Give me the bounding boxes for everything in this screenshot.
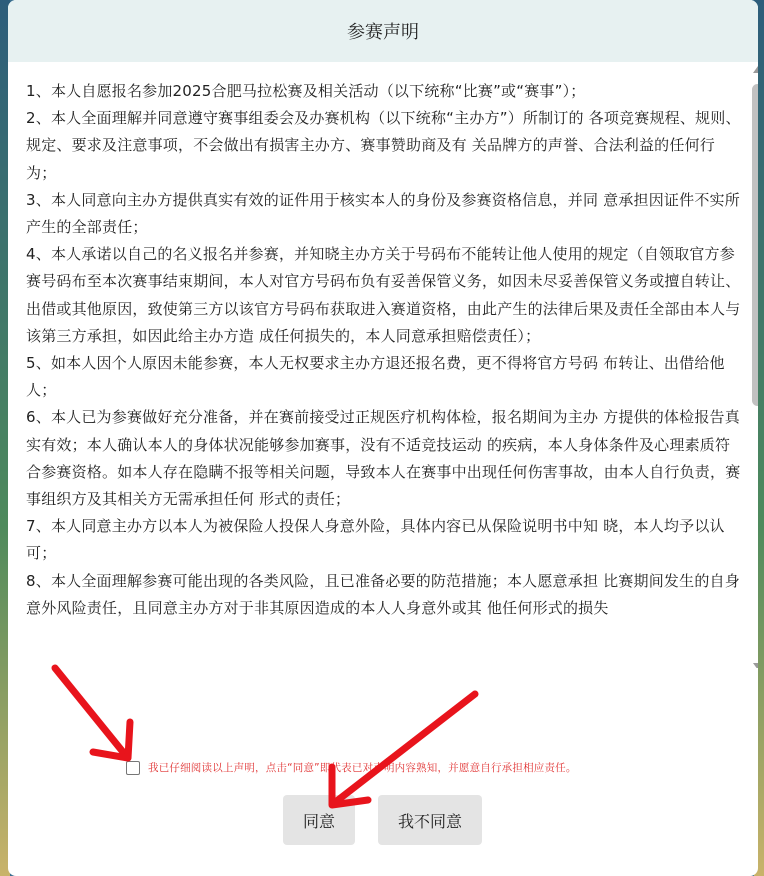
paragraph-6: 6、本人已为参赛做好充分准备，并在赛前接受过正规医疗机构体检，报名期间为主办 方提供的体检报告真实有效；本人确认本人的身体状况能够参加赛事，没有不适竞技运动 的疾病，本人身体条件及心理素质符合参赛资格。如本人存在隐瞒不报等相关问题，导致本人在赛事中出现任何伤害事故，由本人自行负责，赛事组织方及其相关方无需承担任何 形式的责任； xyxy=(26,408,741,509)
dialog-header xyxy=(8,0,758,62)
declaration-scroll-area[interactable] xyxy=(8,62,758,668)
paragraph-2: 2、本人全面理解并同意遵守赛事组委会及办赛机构（以下统称“主办方”）所制订的 各项竞赛规程、规则、规定、要求及注意事项，不会做出有损害主办方、赛事赞助商及有 关品牌方的声誉、合法利益的任何行为； xyxy=(26,109,741,182)
paragraph-3: 3、本人同意向主办方提供真实有效的证件用于核实本人的身份及参赛资格信息，并同 意承担因证件不实所产生的全部责任； xyxy=(26,190,740,237)
paragraph-4: 4、本人承诺以自己的名义报名并参赛，并知晓主办方关于号码布不能转让他人使用的规定（自领取官方参赛号码布至本次赛事结束期间，本人对官方号码布负有妥善保管义务，如因未尽妥善保管义务或擅自转让、出借或其他原因，致使第三方以该官方号码布获取进入赛道资格，由此产生的法律后果及责任全部由本人与该第三方承担，如因此给主办方造 成任何损失的，本人同意承担赔偿责任）； xyxy=(26,245,741,345)
consent-text: 我已仔细阅读以上声明，点击“同意”即代表已对声明内容熟知，并愿意自行承担相应责任。 xyxy=(148,762,577,774)
consent-checkbox[interactable] xyxy=(126,761,140,775)
paragraph-5: 5、如本人因个人原因未能参赛，本人无权要求主办方退还报名费，更不得将官方号码 布转让、出借给他人； xyxy=(26,354,725,400)
scrollbar-thumb[interactable] xyxy=(752,84,758,406)
consent-row xyxy=(126,760,577,775)
paragraph-8: 8、本人全面理解参赛可能出现的各类风险，且已准备必要的防范措施；本人愿意承担 比赛期间发生的自身意外风险责任，且同意主办方对于非其原因造成的本人人身意外或其 他任何形式的损失 xyxy=(26,571,740,617)
disagree-button[interactable]: 我不同意 xyxy=(378,795,482,845)
paragraph-1: 1、本人自愿报名参加2025合肥马拉松赛及相关活动（以下统称“比赛”或“赛事”）； xyxy=(26,82,586,100)
scroll-up-arrow-icon[interactable] xyxy=(753,66,758,73)
scroll-down-arrow-icon[interactable] xyxy=(753,663,758,668)
declaration-text xyxy=(26,78,741,622)
agree-button[interactable]: 同意 xyxy=(283,795,355,845)
paragraph-7: 7、本人同意主办方以本人为被保险人投保人身意外险，具体内容已从保险说明书中知 晓，本人均予以认可； xyxy=(26,517,725,563)
declaration-dialog xyxy=(8,0,758,876)
dialog-title: 参赛声明 xyxy=(347,22,419,43)
scrollbar[interactable] xyxy=(750,66,758,668)
